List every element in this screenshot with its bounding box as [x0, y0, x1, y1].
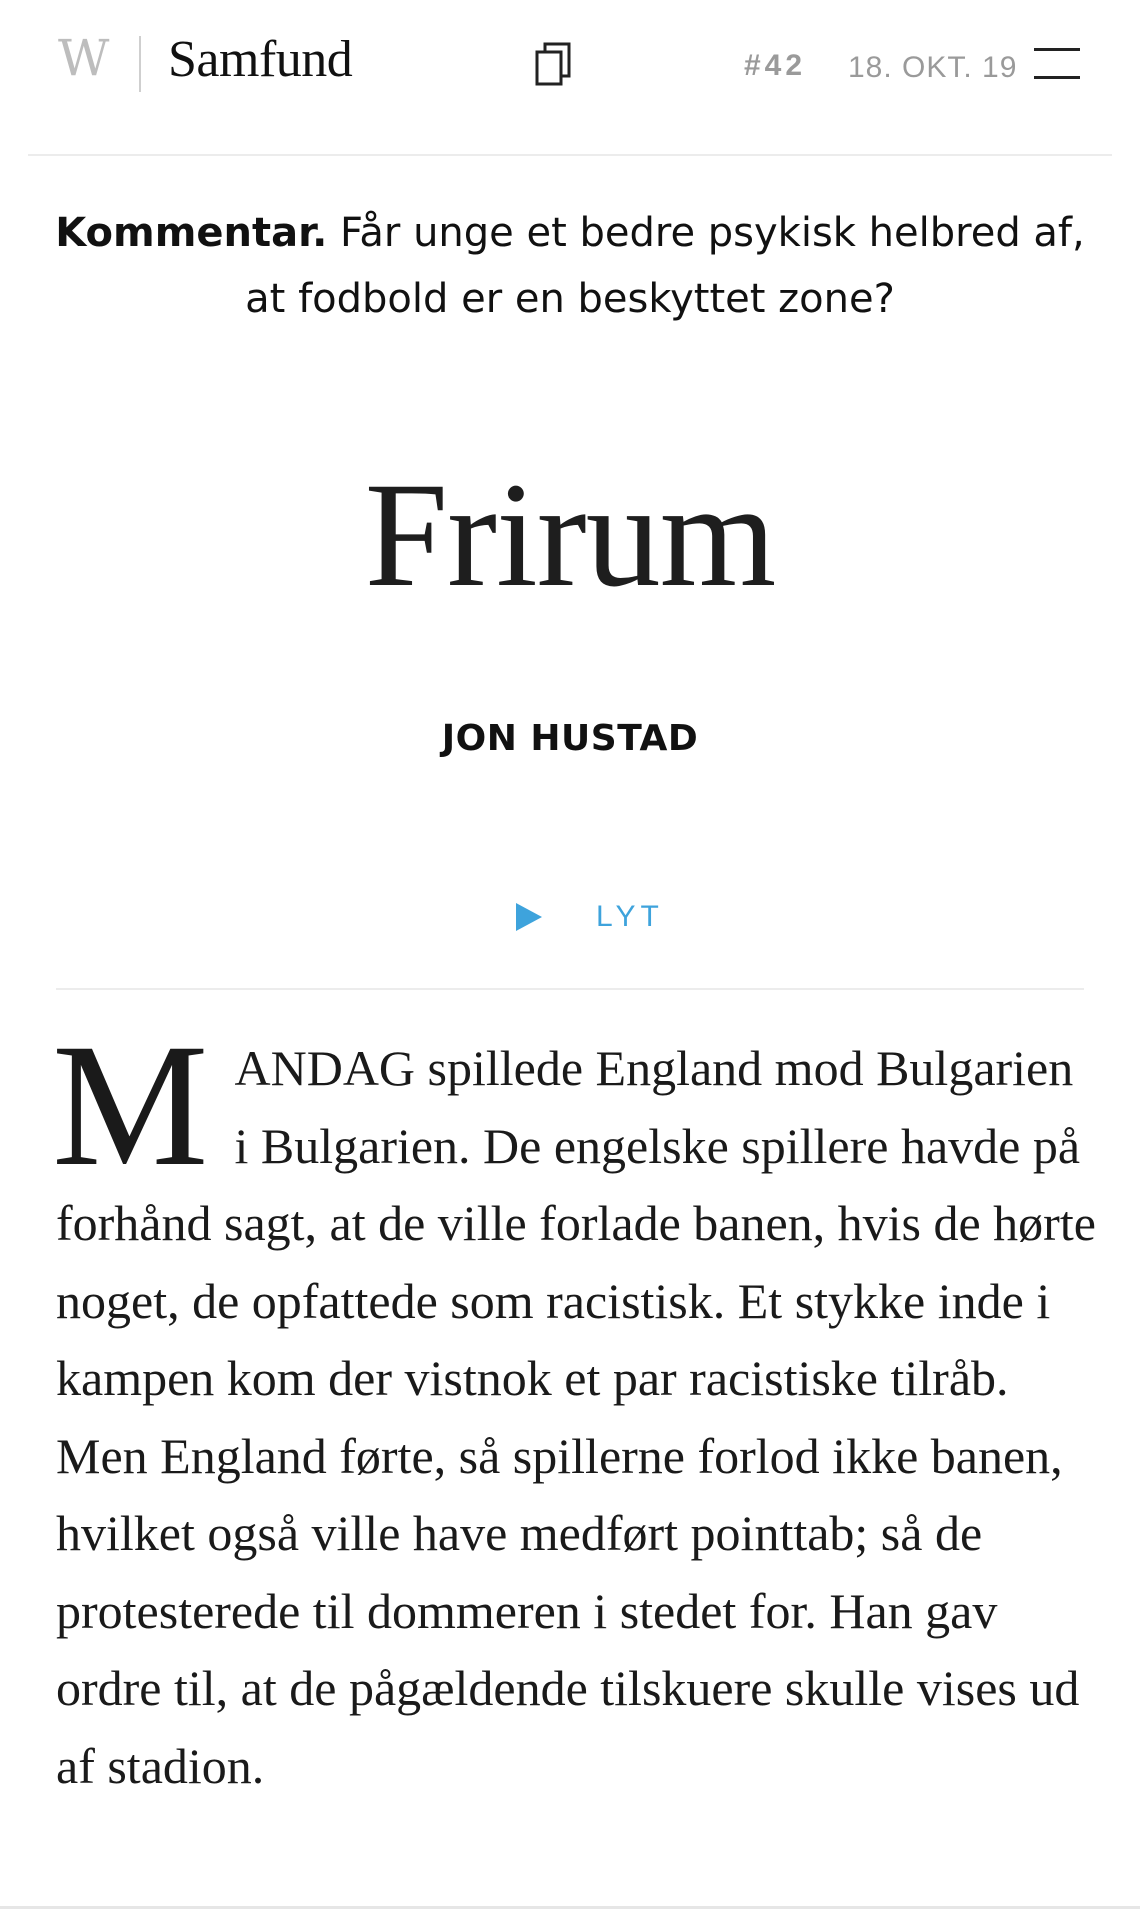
stacked-pages-icon[interactable] [533, 40, 577, 88]
drop-cap: M [52, 1008, 209, 1203]
hamburger-menu-icon[interactable] [1034, 46, 1080, 82]
article-paragraph: ANDAG spillede England mod Bulgarien i Bulgarien. De engelske spillere havde på forhånd sagt, at de ville forlade banen, hvis de hørte noget, de opfattede som racistisk. Et stykke inde i kampen kom der vistnok et par racistiske tilråb. Men England førte, så spillerne forlod ikke banen, hvilket også ville have medført pointtab; så de protesterede til dommeren i stedet for. Han gav ordre til, at de pågældende tilskuere skulle vises ud af stadion. [56, 1040, 1096, 1794]
issue-number: #42 [744, 49, 807, 82]
weekendavisen-logo[interactable]: W [58, 29, 110, 87]
play-icon [516, 903, 542, 931]
kicker-text: Får unge et bedre psykisk helbred af, at fodbold er en beskyttet zone? [245, 210, 1085, 322]
listen-label: LYT [596, 900, 664, 933]
menu-line [1034, 76, 1080, 79]
issue-date: 18. OKT. 19 [848, 51, 1018, 84]
top-bar [0, 0, 1140, 150]
stacked-pages-icon-graphic [533, 40, 577, 88]
bottom-divider [0, 1906, 1140, 1909]
section-title[interactable]: Samfund [168, 31, 353, 88]
article-author[interactable]: JON HUSTAD [441, 718, 699, 759]
article-body [52, 1008, 1096, 1805]
logo-divider [139, 36, 141, 92]
body-divider [56, 988, 1084, 990]
article-headline: Frirum [364, 452, 776, 618]
article-kicker [40, 200, 1100, 332]
listen-button[interactable] [510, 893, 664, 941]
kicker-label: Kommentar. [55, 210, 328, 256]
header-divider [28, 154, 1112, 156]
menu-line [1034, 48, 1080, 51]
